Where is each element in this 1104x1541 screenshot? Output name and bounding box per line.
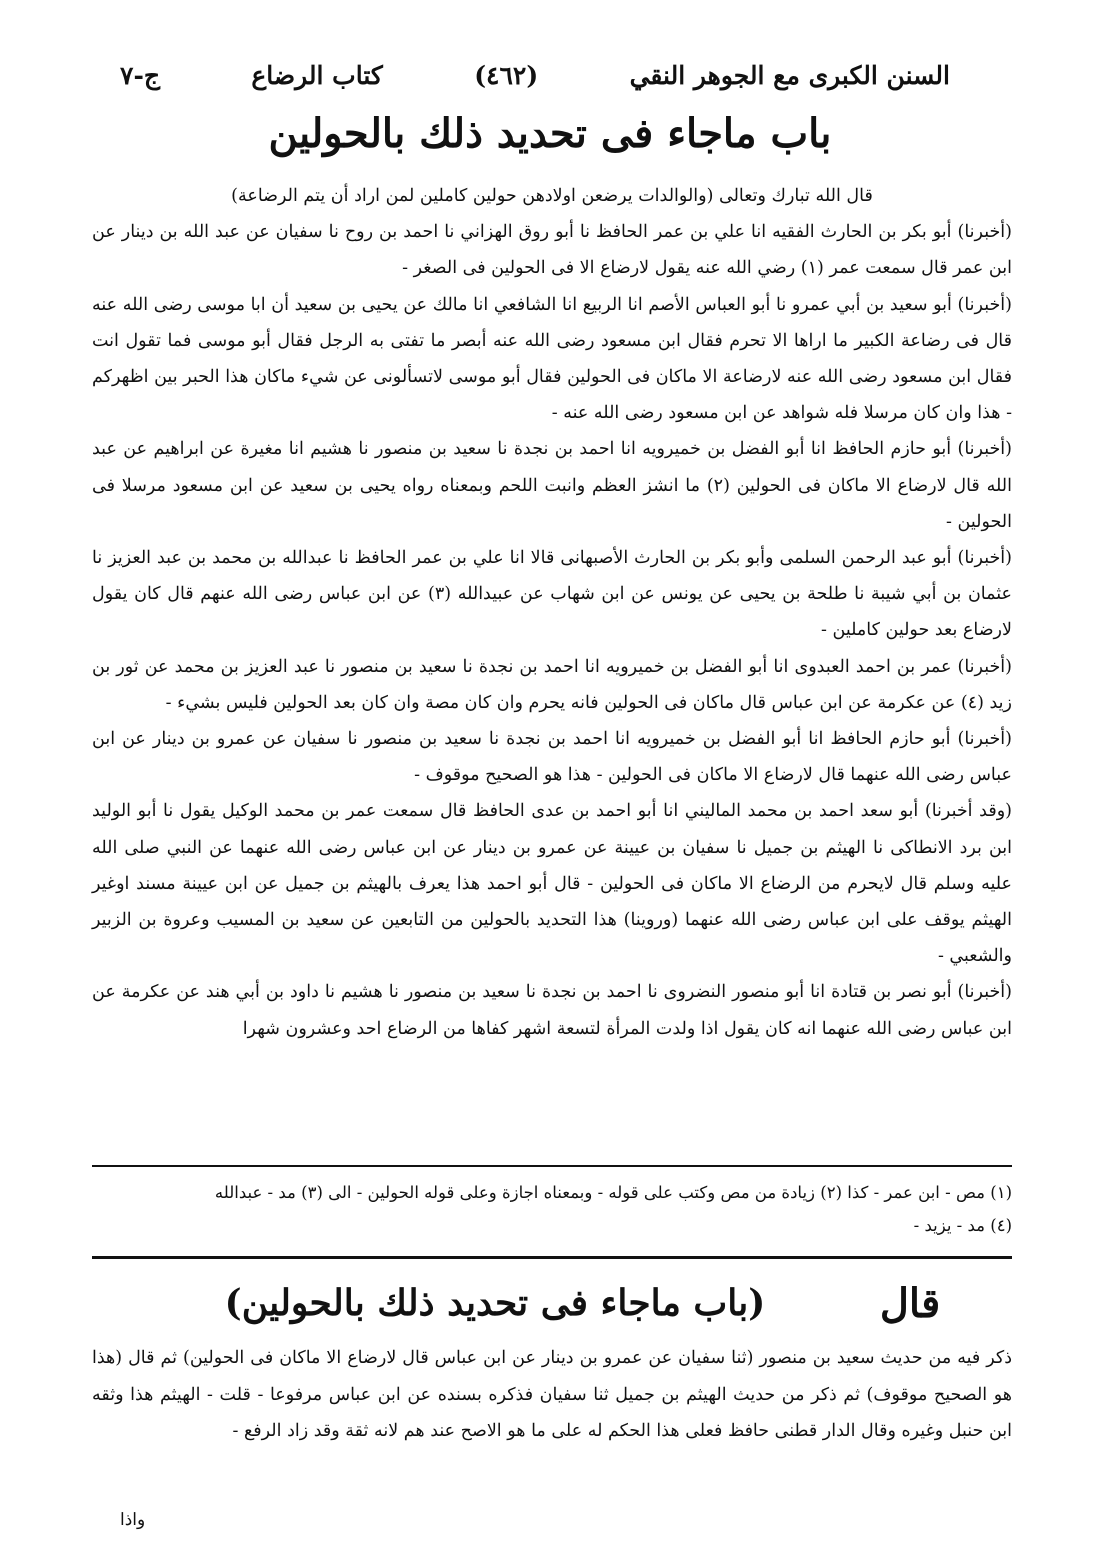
hadith-paragraph: (أخبرنا) أبو عبد الرحمن السلمى وأبو بكر بن الحارث الأصبهانى قالا انا علي بن عمر الحافظ نا عبدالله بن محمد بن عبد العزيز نا عثمان بن أبي شيبة نا طلحة بن يحيى عن يونس عن ابن شهاب عن عبيدالله (٣) عن ابن عباس رضى الله عنهم قال كان يقول لارضاع بعد حولين كاملين - bbox=[92, 548, 1012, 641]
commentary-paragraph: ذكر فيه من حديث سعيد بن منصور (ثنا سفيان عن عمرو بن دينار عن ابن عباس قال لارضاع الا ماكان فى الحولين) ثم قال (هذا هو الصحيح موقوف) ثم ذكر من حديث الهيثم بن جميل ثنا سفيان فذكره بسنده عن ابن عباس مرفوعا - قلت - الهيثم هذا وثقه ابن حنبل وغيره وقال الدار قطنى حافظ فعلى هذا الحكم له على ما هو الاصح عند هم لانه ثقة وقد زاد الرفع - bbox=[92, 1348, 1012, 1441]
commentary-title: (باب ماجاء فى تحديد ذلك بالحولين) bbox=[224, 1282, 766, 1324]
main-text bbox=[92, 178, 1012, 1047]
section-divider bbox=[92, 1256, 1012, 1259]
hadith-paragraph: (أخبرنا) أبو نصر بن قتادة انا أبو منصور النضروى نا احمد بن نجدة نا سعيد بن منصور نا هشيم نا داود بن أبي هند عن عكرمة عن ابن عباس رضى الله عنهما انه كان يقول اذا ولدت المرأة لتسعة اشهر كفاها من الرضاع احد وعشرون شهرا bbox=[92, 982, 1012, 1039]
commentary-label: قال bbox=[879, 1279, 941, 1327]
volume-number: ج-٧ bbox=[120, 60, 160, 90]
quran-verse: قال الله تبارك وتعالى (والوالدات يرضعن اولادهن حولين كاملين لمن اراد أن يتم الرضاعة) bbox=[231, 186, 873, 206]
hadith-paragraph: (أخبرنا) أبو حازم الحافظ انا أبو الفضل بن خميرويه انا احمد بن نجدة نا سعيد بن منصور نا سفيان عن عمرو بن دينار عن ابن عباس رضى الله عنهما قال لارضاع الا ماكان فى الحولين - هذا هو الصحيح موقوف - bbox=[92, 729, 1012, 786]
hadith-paragraph: (أخبرنا) أبو سعيد بن أبي عمرو نا أبو العباس الأصم انا الربيع انا الشافعي انا مالك عن يحيى بن سعيد أن ابا موسى رضى الله عنه قال فى رضاعة الكبير ما اراها الا تحرم فقال ابن مسعود رضى الله عنه أبصر ما تفتى به الرجل فقال أبو موسى فما تقول انت فقال ابن مسعود رضى الله عنه لارضاعة الا ماكان فى الحولين فقال أبو موسى لاتسألونى عن شيء ماكان هذا الحبر بين اظهركم - هذا وان كان مرسلا فله شواهد عن ابن مسعود رضى الله عنه - bbox=[92, 294, 1013, 424]
footnotes bbox=[92, 1176, 1012, 1242]
page-number: (٤٦٢) bbox=[474, 60, 539, 90]
commentary-text bbox=[92, 1340, 1012, 1450]
footnote-line: (١) مص - ابن عمر - كذا (٢) زيادة من مص وكتب على قوله - وبمعناه اجازة وعلى قوله الحولين - الى (٣) مد - عبدالله bbox=[214, 1183, 1012, 1202]
hadith-paragraph: (أخبرنا) عمر بن احمد العبدوى انا أبو الفضل بن خميرويه انا احمد بن نجدة نا سعيد بن منصور نا عبد العزيز بن محمد عن ثور بن زيد (٤) عن عكرمة عن ابن عباس قال ماكان فى الحولين فانه يحرم وان كان مصة وان كان بعد الحولين فليس بشيء - bbox=[92, 656, 1012, 713]
hadith-paragraph: (وقد أخبرنا) أبو سعد احمد بن محمد الماليني انا أبو احمد بن عدى الحافظ قال سمعت عمر بن محمد الوكيل يقول نا أبو الوليد ابن برد الانطاكى نا الهيثم بن جميل نا سفيان بن عيينة عن عمرو بن دينار عن ابن عباس رضى الله عنهما عن النبي صلى الله عليه وسلم قال لايحرم من الرضاع الا ماكان فى الحولين - قال أبو احمد هذا يعرف بالهيثم بن جميل عن ابن عيينة مسند اوغير الهيثم يوقف على ابن عباس رضى الله عنهما (وروينا) هذا التحديد بالحولين من التابعين عن سعيد بن المسيب وعروة بن الزبير والشعبي - bbox=[92, 801, 1012, 967]
book-title: السنن الكبرى مع الجوهر النقي bbox=[629, 60, 950, 90]
section-title: باب ماجاء فى تحديد ذلك بالحولين bbox=[268, 110, 832, 157]
commentary-header bbox=[150, 1270, 980, 1336]
hadith-paragraph: (أخبرنا) أبو بكر بن الحارث الفقيه انا علي بن عمر الحافظ نا أبو روق الهزاني نا احمد بن روح نا سفيان عن عبد الله بن دينار عن ابن عمر قال سمعت عمر (١) رضي الله عنه يقول لارضاع الا فى الحولين فى الصغر - bbox=[92, 222, 1012, 279]
footnote-line: (٤) مد - يزيد - bbox=[913, 1216, 1012, 1235]
hadith-paragraph: (أخبرنا) أبو حازم الحافظ انا أبو الفضل بن خميرويه انا احمد بن نجدة نا سعيد بن منصور نا هشيم انا مغيرة عن ابراهيم عن عبد الله قال لارضاع الا ماكان فى الحولين (٢) ما انشز العظم وانبت اللحم وبمعناه رواه يحيى بن سعيد عن ابن مسعود مرسلا فى الحولين - bbox=[92, 439, 1012, 532]
running-header bbox=[120, 52, 950, 98]
footnote-divider bbox=[92, 1165, 1012, 1167]
chapter-title: كتاب الرضاع bbox=[251, 60, 383, 90]
catchword: واذا bbox=[120, 1510, 146, 1530]
